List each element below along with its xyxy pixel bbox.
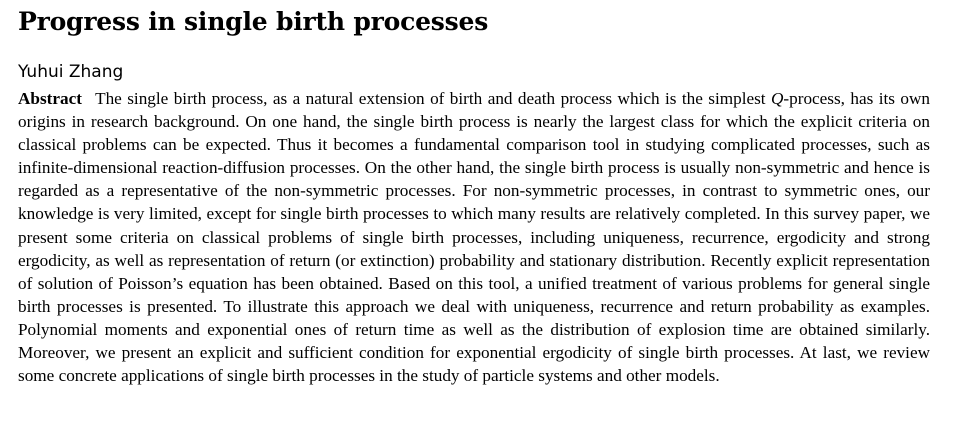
abstract-text-rest: -process, has its own origins in research background. On one hand, the single birth process is nearly the largest class for which the explicit criteria on classical problems can be expected. Thus it becomes a fundamental comparison tool in studying complicated processes, such as infinite-dimensional reaction-diffusion processes. On the other hand, the single birth process is usually non-symmetric and hence is regarded as a representative of the non-symmetric processes. For non-symmetric processes, in contrast to symmetric ones, our knowledge is very limited, except for single birth processes to which many results are relatively completed. In this survey paper, we present some criteria on classical problems of single birth processes, including uniqueness, recurrence, ergodicity and strong ergodicity, as well as representation of return (or extinction) probability and stationary distribution. Recently explicit representation of solution of Poisson’s equation has been obtained. Based on this tool, a unified treatment of various problems for general single birth processes is presented. To illustrate this approach we deal with uniqueness, recurrence and return probability as examples. Polynomial moments and exponential ones of return time as well as the distribution of explosion time are obtained similarly. Moreover, we present an explicit and sufficient condition for exponential ergodicity of single birth processes. At last, we review some concrete applications of single birth processes in the study of particle systems and other models. [18, 89, 930, 386]
abstract-q-symbol: Q [770, 89, 784, 108]
author-name: Yuhui Zhang [18, 62, 124, 82]
abstract-text-start: The single birth process, as a natural extension of birth and death process which is the simplest [95, 89, 766, 108]
abstract-label: Abstract [18, 89, 82, 108]
abstract-paragraph [18, 87, 930, 387]
paper-title: Progress in single birth processes [18, 7, 489, 36]
